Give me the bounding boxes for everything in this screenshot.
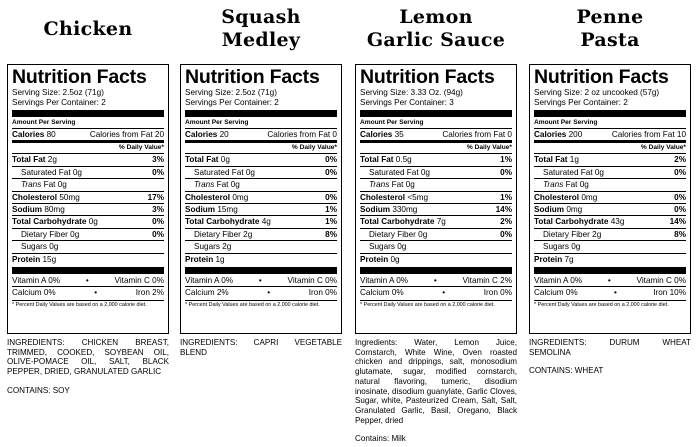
iron: Iron 0% [308,288,337,298]
cholesterol-value: <5mg [407,192,429,202]
vitamin-c: Vitamin C 0% [114,276,164,286]
dietary-fiber-label: Dietary Fiber 2g [194,229,253,239]
daily-value-header: % Daily Value* [466,144,512,152]
sodium-value: 80mg [44,205,65,215]
trans-fat-label: Trans [543,180,564,190]
cholesterol-value: 0mg [232,192,249,202]
bullet: • [94,288,98,298]
calcium: Calcium 0% [534,288,578,298]
ingredients-text: INGREDIENTS: CHICKEN BREAST, TRIMMED, COOKED, SOYBEAN OIL, OLIVE-POMACE OIL, SALT, BLACK PEPPER, DRIED, GRANULATED GARLIC [7,338,169,377]
trans-fat-value: Fat 0g [565,180,589,190]
total-fat-dv: 1% [500,155,512,165]
amount-per-serving: Amount Per Serving [534,119,598,126]
trans-fat-row [534,178,686,190]
vitamin-c: Vitamin C 0% [636,276,686,286]
dietary-fiber-label: Dietary Fiber 0g [369,229,428,239]
nutrition-facts-heading: Nutrition Facts [360,66,495,88]
trans-fat-value: Fat 0g [391,180,415,190]
iron: Iron 0% [483,288,512,298]
minerals-row [360,286,512,298]
vitamin-a: Vitamin A 0% [185,276,234,286]
daily-value-header: % Daily Value* [640,144,686,152]
calories-row [360,128,512,140]
vitamins-row [360,275,512,286]
dietary-fiber-dv: 0% [500,229,512,239]
sodium-label: Sodium [12,205,43,215]
cholesterol-label: Cholesterol [534,192,580,202]
dietary-fiber-dv: 8% [674,229,686,239]
saturated-fat-row [534,166,686,178]
protein-value: 1g [215,254,225,264]
trans-fat-row [185,178,337,190]
total-carb-label: Total Carbohydrate [534,217,609,227]
sodium-label: Sodium [185,205,216,215]
cholesterol-dv: 0% [325,192,337,202]
nutrition-label [355,64,517,334]
calories-from-fat: Calories from Fat 10 [611,130,686,139]
protein-label: Protein [12,254,41,264]
sodium-value: 330mg [392,205,418,215]
minerals-row [185,286,337,298]
cholesterol-dv: 17% [147,192,164,202]
nutrition-facts-heading: Nutrition Facts [12,66,147,88]
contains-allergens: CONTAINS: SOY [7,385,70,395]
sugars-label: Sugars 2g [194,242,232,252]
sodium-row [185,203,337,215]
total-carb-label: Total Carbohydrate [185,217,260,227]
protein-value: 0g [390,254,400,264]
calories-row [185,128,337,140]
saturated-fat-row [12,166,164,178]
divider-thick [12,110,164,117]
vitamin-c: Vitamin C 2% [462,276,512,286]
total-carb-row [360,215,512,227]
total-fat-dv: 3% [152,155,164,165]
calories-label: Calories [185,130,218,139]
daily-value-header: % Daily Value* [118,144,164,152]
dietary-fiber-label: Dietary Fiber 0g [21,229,80,239]
ingredients-squash-medley [180,338,342,366]
contains-allergens: Contains: Milk [355,434,406,444]
total-fat-row [360,153,512,165]
product-title [180,0,342,58]
saturated-fat-dv: 0% [152,167,164,177]
sugars-row [12,240,164,252]
total-fat-row [185,153,337,165]
calcium: Calcium 0% [360,288,404,298]
footnote: * Percent Daily Values are based on a 2,000 calorie diet. [12,300,164,309]
vitamin-c: Vitamin C 0% [287,276,337,286]
total-carb-dv: 14% [669,217,686,227]
footnote: * Percent Daily Values are based on a 2,000 calorie diet. [185,300,337,309]
ingredients-lemon-garlic-sauce [355,338,517,444]
divider-thick [185,110,337,117]
product-title-line2: Medley [221,29,301,51]
total-carb-dv: 2% [500,217,512,227]
total-carb-value: 4g [261,217,271,227]
sugars-label: Sugars 0g [369,242,407,252]
sodium-dv: 14% [495,205,512,215]
vitamins-row [12,275,164,286]
minerals-row [12,286,164,298]
protein-row [360,253,512,265]
cholesterol-row [534,191,686,203]
saturated-fat-dv: 0% [500,167,512,177]
trans-fat-value: Fat 0g [43,180,67,190]
servings-per-container: Servings Per Container: 3 [360,98,454,107]
sodium-label: Sodium [360,205,391,215]
total-fat-dv: 2% [674,155,686,165]
ingredients-text: INGREDIENTS: CAPRI VEGETABLE BLEND [180,338,342,357]
dietary-fiber-row [534,228,686,240]
calories-value: 20 [219,130,229,139]
total-fat-row [534,153,686,165]
total-carb-row [12,215,164,227]
product-column-squash-medley [180,0,342,334]
amount-per-serving: Amount Per Serving [360,119,424,126]
nutrition-facts-heading: Nutrition Facts [185,66,320,88]
vitamin-a: Vitamin A 0% [360,276,409,286]
bullet: • [442,288,446,298]
cholesterol-label: Cholesterol [185,192,231,202]
divider-thick [185,267,337,274]
iron: Iron 2% [135,288,164,298]
dietary-fiber-dv: 8% [325,229,337,239]
bullet: • [267,288,271,298]
dietary-fiber-row [185,228,337,240]
product-title-line1: Lemon [399,6,473,28]
sodium-value: 0mg [566,205,583,215]
divider-thick [360,110,512,117]
calories-value: 35 [394,130,404,139]
bullet: • [258,276,262,286]
nutrition-label [529,64,691,334]
saturated-fat-row [185,166,337,178]
bullet: • [614,288,617,298]
protein-value: 7g [564,254,574,264]
ingredients-chicken [7,338,169,396]
servings-per-container: Servings Per Container: 2 [12,98,106,107]
servings-per-container: Servings Per Container: 2 [185,98,279,107]
cholesterol-row [185,191,337,203]
total-fat-dv: 0% [325,155,337,165]
total-fat-value: 2g [47,155,57,165]
sodium-row [360,203,512,215]
nutrition-label [7,64,169,334]
saturated-fat-label: Saturated Fat 0g [21,167,82,177]
cholesterol-value: 50mg [59,192,80,202]
sugars-label: Sugars 0g [543,242,581,252]
product-column-penne-pasta [529,0,691,334]
product-title-line2: Pasta [580,29,640,51]
serving-size: Serving Size: 2.5oz (71g) [12,88,104,97]
cholesterol-dv: 1% [500,192,512,202]
total-fat-label: Total Fat [185,155,219,165]
total-carb-row [185,215,337,227]
trans-fat-label: Trans [21,180,42,190]
product-title-line2: Garlic Sauce [366,29,506,51]
saturated-fat-label: Saturated Fat 0g [369,167,430,177]
saturated-fat-dv: 0% [325,167,337,177]
bullet: • [433,276,437,286]
trans-fat-row [360,178,512,190]
servings-per-container: Servings Per Container: 2 [534,98,628,107]
amount-per-serving: Amount Per Serving [12,119,76,126]
cholesterol-row [12,191,164,203]
calories-row [534,128,686,140]
calories-row [12,128,164,140]
protein-row [185,253,337,265]
product-column-chicken [7,0,169,334]
cholesterol-label: Cholesterol [360,192,406,202]
dietary-fiber-row [360,228,512,240]
total-carb-value: 43g [610,217,625,227]
ingredients-text: INGREDIENTS: DURUM WHEAT SEMOLINA [529,338,691,357]
total-fat-label: Total Fat [534,155,568,165]
total-fat-row [12,153,164,165]
trans-fat-label: Trans [369,180,390,190]
protein-row [12,253,164,265]
trans-fat-value: Fat 0g [216,180,240,190]
calories-from-fat: Calories from Fat 0 [442,130,512,139]
cholesterol-dv: 0% [674,192,686,202]
amount-per-serving: Amount Per Serving [185,119,249,126]
protein-label: Protein [360,254,389,264]
sodium-dv: 3% [152,205,164,215]
vitamin-a: Vitamin A 0% [534,276,583,286]
sodium-row [534,203,686,215]
serving-size: Serving Size: 2.5oz (71g) [185,88,277,97]
sodium-label: Sodium [534,205,565,215]
sugars-row [185,240,337,252]
daily-value-header: % Daily Value* [291,144,337,152]
sodium-value: 15mg [217,205,238,215]
protein-value: 15g [42,254,57,264]
ingredients-text: Ingredients: Water, Lemon Juice, Cornstarch, White Wine, Oven roasted chicken and drippings, salt, monosodium glutamate, sugar, modified cornstarch, natural flavoring, tumeric, disodium inosinate, disodium guanylate, Garlic Cloves, Sugar, white, Pasteurized Cream, Salt, Salt, Granulated Garlic, Basil, Oregano, Black Pepper, dried [355,338,517,425]
saturated-fat-label: Saturated Fat 0g [543,167,604,177]
sodium-dv: 1% [325,205,337,215]
product-title [7,0,169,58]
trans-fat-row [12,178,164,190]
protein-label: Protein [185,254,214,264]
sugars-row [534,240,686,252]
divider-thick [360,267,512,274]
vitamin-a: Vitamin A 0% [12,276,61,286]
total-fat-value: 0g [220,155,230,165]
calories-value: 200 [568,130,583,139]
total-carb-dv: 0% [152,217,164,227]
total-fat-value: 1g [569,155,579,165]
calcium: Calcium 0% [12,288,56,298]
total-carb-label: Total Carbohydrate [360,217,435,227]
vitamins-row [534,275,686,286]
minerals-row [534,286,686,298]
serving-size: Serving Size: 2 oz uncooked (57g) [534,88,660,97]
cholesterol-row [360,191,512,203]
product-title-line1: Squash [221,6,301,28]
product-title-line1: Penne [576,6,644,28]
nutrition-facts-heading: Nutrition Facts [534,66,669,88]
bullet: • [607,276,611,286]
total-fat-label: Total Fat [12,155,46,165]
dietary-fiber-label: Dietary Fiber 2g [543,229,602,239]
sugars-label: Sugars 0g [21,242,59,252]
total-carb-dv: 1% [325,217,337,227]
saturated-fat-label: Saturated Fat 0g [194,167,255,177]
calories-from-fat: Calories from Fat 20 [89,130,164,139]
total-carb-row [534,215,686,227]
product-title [355,0,517,58]
saturated-fat-row [360,166,512,178]
total-fat-label: Total Fat [360,155,394,165]
total-carb-value: 0g [88,217,98,227]
total-carb-value: 7g [436,217,446,227]
protein-label: Protein [534,254,563,264]
divider-thick [534,110,686,117]
vitamins-row [185,275,337,286]
calories-label: Calories [12,130,45,139]
footnote: * Percent Daily Values are based on a 2,000 calorie diet. [534,300,686,309]
product-title-line1: Chicken [43,17,133,40]
trans-fat-label: Trans [194,180,215,190]
product-column-lemon-garlic-sauce [355,0,517,334]
sugars-row [360,240,512,252]
product-title [529,0,691,58]
calories-label: Calories [534,130,567,139]
protein-row [534,253,686,265]
dietary-fiber-dv: 0% [152,229,164,239]
divider-thick [534,267,686,274]
cholesterol-label: Cholesterol [12,192,58,202]
calories-value: 80 [46,130,56,139]
iron: Iron 10% [653,288,686,298]
total-carb-label: Total Carbohydrate [12,217,87,227]
sodium-row [12,203,164,215]
contains-allergens: CONTAINS: WHEAT [529,366,604,376]
calcium: Calcium 2% [185,288,229,298]
sodium-dv: 0% [674,205,686,215]
footnote: * Percent Daily Values are based on a 2,000 calorie diet. [360,300,512,309]
saturated-fat-dv: 0% [674,167,686,177]
dietary-fiber-row [12,228,164,240]
ingredients-penne-pasta [529,338,691,376]
cholesterol-value: 0mg [581,192,598,202]
serving-size: Serving Size: 3.33 Oz. (94g) [360,88,463,97]
total-fat-value: 0.5g [395,155,412,165]
calories-label: Calories [360,130,393,139]
nutrition-label [180,64,342,334]
calories-from-fat: Calories from Fat 0 [267,130,337,139]
divider-thick [12,267,164,274]
bullet: • [85,276,89,286]
